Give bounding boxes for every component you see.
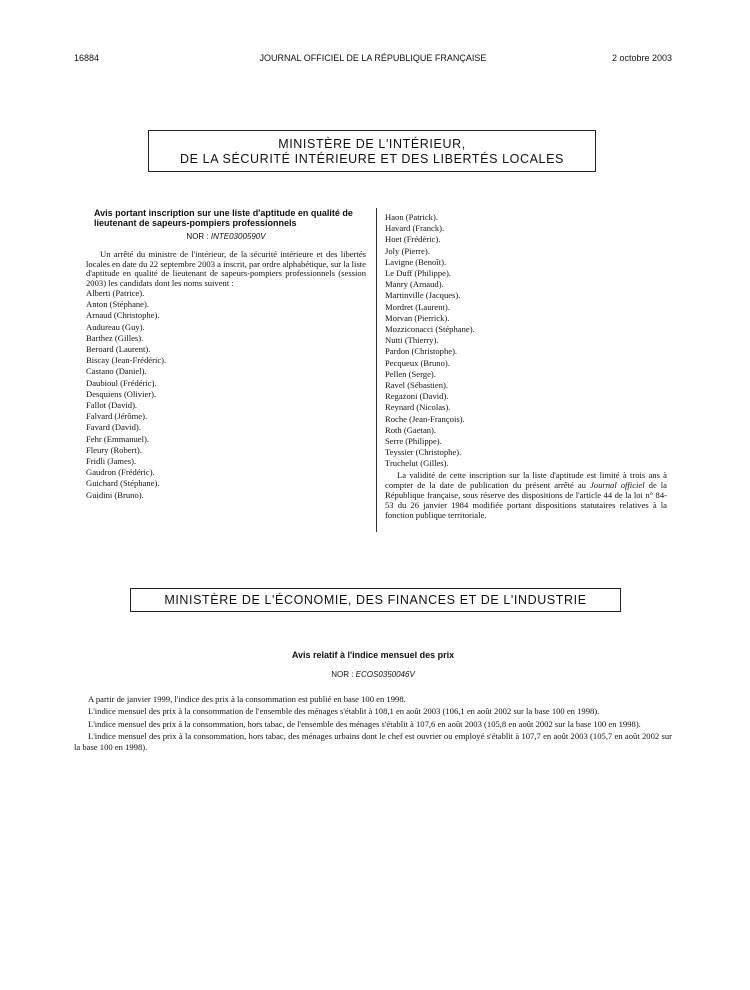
- candidate-name: Lavigne (Benoît).: [385, 256, 447, 267]
- candidate-name: Pardon (Christophe).: [385, 346, 458, 357]
- candidate-name: Reynard (Nicolas).: [385, 402, 451, 413]
- avis-prix-title: Avis relatif à l'indice mensuel des prix: [291, 650, 455, 660]
- candidate-name: Daubioul (Frédéric).: [86, 377, 157, 388]
- ministry-economie-title: MINISTÈRE DE L'ÉCONOMIE, DES FINANCES ET DE L'INDUSTRIE: [164, 593, 587, 607]
- candidate-name: Desquiens (Olivier).: [86, 388, 157, 399]
- nor-code: INTE0300590V: [210, 232, 266, 241]
- candidate-name: Manry (Arnaud).: [385, 279, 444, 290]
- page-header: [74, 53, 672, 67]
- candidate-name: Alberti (Patrice).: [86, 288, 145, 298]
- candidate-name: Pecqueux (Bruno).: [385, 357, 450, 368]
- candidate-name: Haon (Patrick).: [385, 212, 438, 222]
- candidate-name: Regazoni (David).: [385, 391, 449, 402]
- avis-aptitude-nor: [86, 232, 366, 242]
- prix-paragraph: L'indice mensuel des prix à la consommation, hors tabac, de l'ensemble des ménages s'établit à 107,6 en août 2003 (105,8 en août 2002 sur la base 100 en 1998).: [88, 718, 641, 729]
- candidate-name: Truchelut (Gilles).: [385, 458, 449, 469]
- candidate-name: Morvan (Pierrick).: [385, 312, 450, 323]
- candidate-name: Le Duff (Philippe).: [385, 268, 451, 279]
- prix-paragraph: L'indice mensuel des prix à la consommation de l'ensemble des ménages s'établit à 108,1 en août 2003 (106,1 en août 2002 sur la base 100 en 1998).: [88, 706, 600, 717]
- validite-text-after: de la République française, sous réserve des dispositions de l'article 44 de la loi n° 84-53 du 26 janvier 1984 modifiée portant dispositions statutaires relatives à la fonction publique territoriale.: [385, 479, 667, 520]
- nor-label: NOR :: [186, 232, 211, 241]
- avis-prix-body: [74, 694, 672, 754]
- validite-paragraph: [385, 470, 667, 520]
- candidate-name: Fallot (David).: [86, 400, 138, 411]
- candidate-name: Gaudron (Frédéric).: [86, 467, 155, 478]
- candidate-name: Roche (Jean-François).: [385, 413, 465, 424]
- left-column: [86, 208, 366, 501]
- candidate-name: Hoet (Frédéric).: [385, 234, 441, 245]
- candidate-list-right: [385, 212, 667, 470]
- candidate-name: Serre (Philippe).: [385, 436, 442, 447]
- avis-aptitude-intro: Un arrêté du ministre de l'intérieur, de la sécurité intérieure et des libertés locales en date du 22 septembre 2003 a inscrit, par ordre alphabétique, sur la liste d'aptitude en qualité de lieutenant de sapeurs-pompiers professionnels (session 2003) les candidats dont les noms suivent :: [86, 249, 366, 288]
- candidate-name: Beroard (Laurent).: [86, 344, 151, 355]
- candidate-name: Mozziconacci (Stéphane).: [385, 324, 475, 335]
- candidate-name: Guichard (Stéphane).: [86, 478, 160, 489]
- candidate-name: Teyssier (Christophe).: [385, 447, 462, 458]
- right-column: [385, 212, 667, 528]
- candidate-name: Havard (Franck).: [385, 223, 445, 234]
- candidate-name: Anton (Stéphane).: [86, 299, 150, 310]
- avis-aptitude-title: Avis portant inscription sur une liste d'aptitude en qualité de lieutenant de sapeurs-pompiers professionnels: [94, 208, 353, 228]
- candidate-name: Castano (Daniel).: [86, 366, 147, 377]
- ministry-interieur-line1: MINISTÈRE DE L'INTÉRIEUR,: [278, 137, 466, 151]
- candidate-name: Guidini (Bruno).: [86, 489, 144, 500]
- candidate-name: Fleury (Robert).: [86, 444, 142, 455]
- nor-code: ECOS0350046V: [355, 670, 415, 679]
- candidate-list-left: [86, 288, 366, 501]
- publication-date: 2 octobre 2003: [611, 53, 672, 63]
- journal-officiel-ref: Journal officiel: [589, 479, 645, 490]
- ministry-interieur-line2: DE LA SÉCURITÉ INTÉRIEURE ET DES LIBERTÉS LOCALES: [180, 152, 564, 166]
- candidate-name: Nutti (Thierry).: [385, 335, 439, 346]
- candidate-name: Joly (Pierre).: [385, 245, 430, 256]
- candidate-name: Martinville (Jacques).: [385, 290, 461, 301]
- candidate-name: Mordret (Laurent).: [385, 301, 450, 312]
- candidate-name: Audureau (Guy).: [86, 321, 145, 332]
- page-number: 16884: [74, 53, 100, 63]
- candidate-name: Fridli (James).: [86, 456, 137, 467]
- prix-paragraph: A partir de janvier 1999, l'indice des prix à la consommation est publié en base 100 en 1998.: [88, 694, 406, 704]
- column-divider: [376, 208, 377, 532]
- candidate-name: Biscay (Jean-Frédéric).: [86, 355, 167, 366]
- ministry-economie-box: [130, 588, 621, 612]
- ministry-interieur-box: [148, 130, 596, 172]
- candidate-name: Arnaud (Christophe).: [86, 310, 160, 321]
- journal-title: JOURNAL OFFICIEL DE LA RÉPUBLIQUE FRANÇAISE: [259, 53, 487, 63]
- nor-label: NOR :: [331, 670, 356, 679]
- candidate-name: Favard (David).: [86, 422, 141, 433]
- avis-prix-nor: [74, 670, 672, 679]
- candidate-name: Pellen (Serge).: [385, 368, 436, 379]
- candidate-name: Falvard (Jérôme).: [86, 411, 148, 422]
- candidate-name: Fehr (Emmanuel).: [86, 433, 150, 444]
- candidate-name: Barthez (Gilles).: [86, 332, 144, 343]
- prix-paragraph: L'indice mensuel des prix à la consommation, hors tabac, des ménages urbains dont le chef est ouvrier ou employé s'établit à 107,7 en août 2003 (105,7 en août 2002 sur la base 100 en 1998).: [74, 731, 672, 752]
- validite-text-before: La validité de cette inscription sur la liste d'aptitude est limité à trois ans à compter de la date de publication du présent arrêté au: [385, 469, 667, 490]
- candidate-name: Ravel (Sébastien).: [385, 380, 449, 391]
- candidate-name: Roth (Gaetan).: [385, 424, 437, 435]
